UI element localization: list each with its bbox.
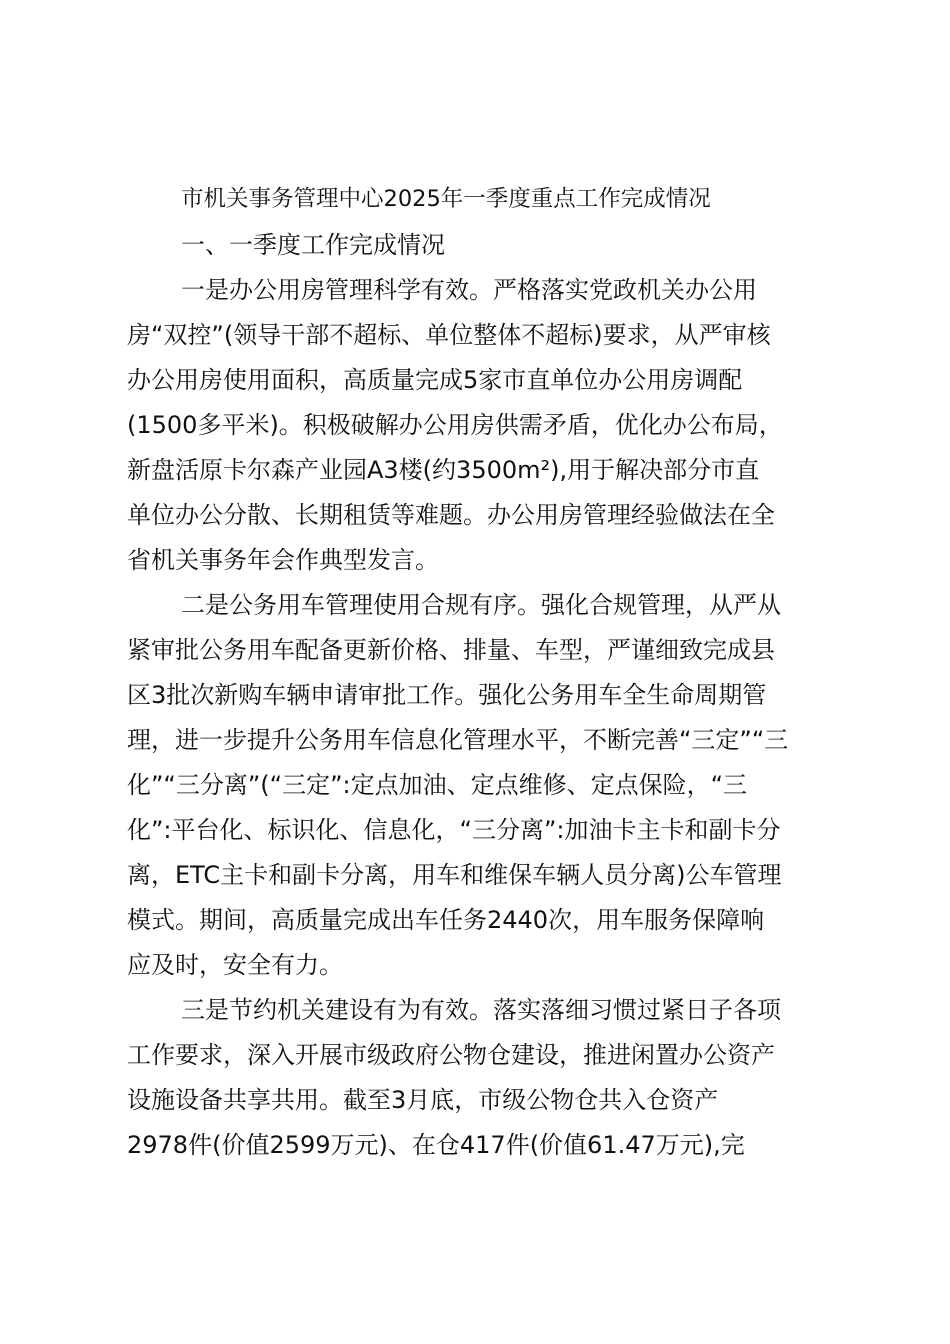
paragraph-line: 一是办公用房管理科学有效。严格落实党政机关办公用 bbox=[181, 276, 757, 304]
paragraph-line: 二是公务用车管理使用合规有序。强化合规管理，从严从 bbox=[181, 591, 781, 619]
paragraph-line: 区3批次新购车辆申请审批工作。强化公务用车全生命周期管 bbox=[127, 681, 767, 709]
paragraph-line: 工作要求，深入开展市级政府公物仓建设，推进闲置办公资产 bbox=[127, 1041, 775, 1069]
paragraph-line: 紧审批公务用车配备更新价格、排量、车型，严谨细致完成县 bbox=[127, 636, 775, 664]
paragraph-line: 应及时，安全有力。 bbox=[127, 951, 343, 979]
paragraph-line: 离，ETC主卡和副卡分离，用车和维保车辆人员分离)公车管理 bbox=[127, 861, 782, 889]
paragraph-line: 化”“三分离”(“三定”:定点加油、定点维修、定点保险，“三 bbox=[127, 771, 748, 799]
paragraph-line: 单位办公分散、长期租赁等难题。办公用房管理经验做法在全 bbox=[127, 501, 775, 529]
paragraph-line: 新盘活原卡尔森产业园A3楼(约3500m²),用于解决部分市直 bbox=[127, 456, 760, 484]
paragraph-line: 房“双控”(领导干部不超标、单位整体不超标)要求，从严审核 bbox=[127, 321, 771, 349]
paragraph-line: 办公用房使用面积，高质量完成5家市直单位办公用房调配 bbox=[127, 366, 743, 394]
section-heading: 一、一季度工作完成情况 bbox=[181, 231, 445, 259]
paragraph-line: 设施设备共享共用。截至3月底，市级公物仓共入仓资产 bbox=[127, 1086, 719, 1114]
paragraph-line: 三是节约机关建设有为有效。落实落细习惯过紧日子各项 bbox=[181, 996, 781, 1024]
paragraph-line: 模式。期间，高质量完成出车任务2440次，用车服务保障响 bbox=[127, 906, 765, 934]
document-title: 市机关事务管理中心2025年一季度重点工作完成情况 bbox=[181, 186, 711, 212]
paragraph-line: 省机关事务年会作典型发言。 bbox=[127, 546, 439, 574]
paragraph-line: 化”:平台化、标识化、信息化，“三分离”:加油卡主卡和副卡分 bbox=[127, 816, 781, 844]
paragraph-line: 2978件(价值2599万元)、在仓417件(价值61.47万元),完 bbox=[127, 1131, 745, 1159]
paragraph-line: (1500多平米)。积极破解办公用房供需矛盾，优化办公布局， bbox=[127, 411, 783, 439]
paragraph-line: 理，进一步提升公务用车信息化管理水平，不断完善“三定”“三 bbox=[127, 726, 789, 754]
